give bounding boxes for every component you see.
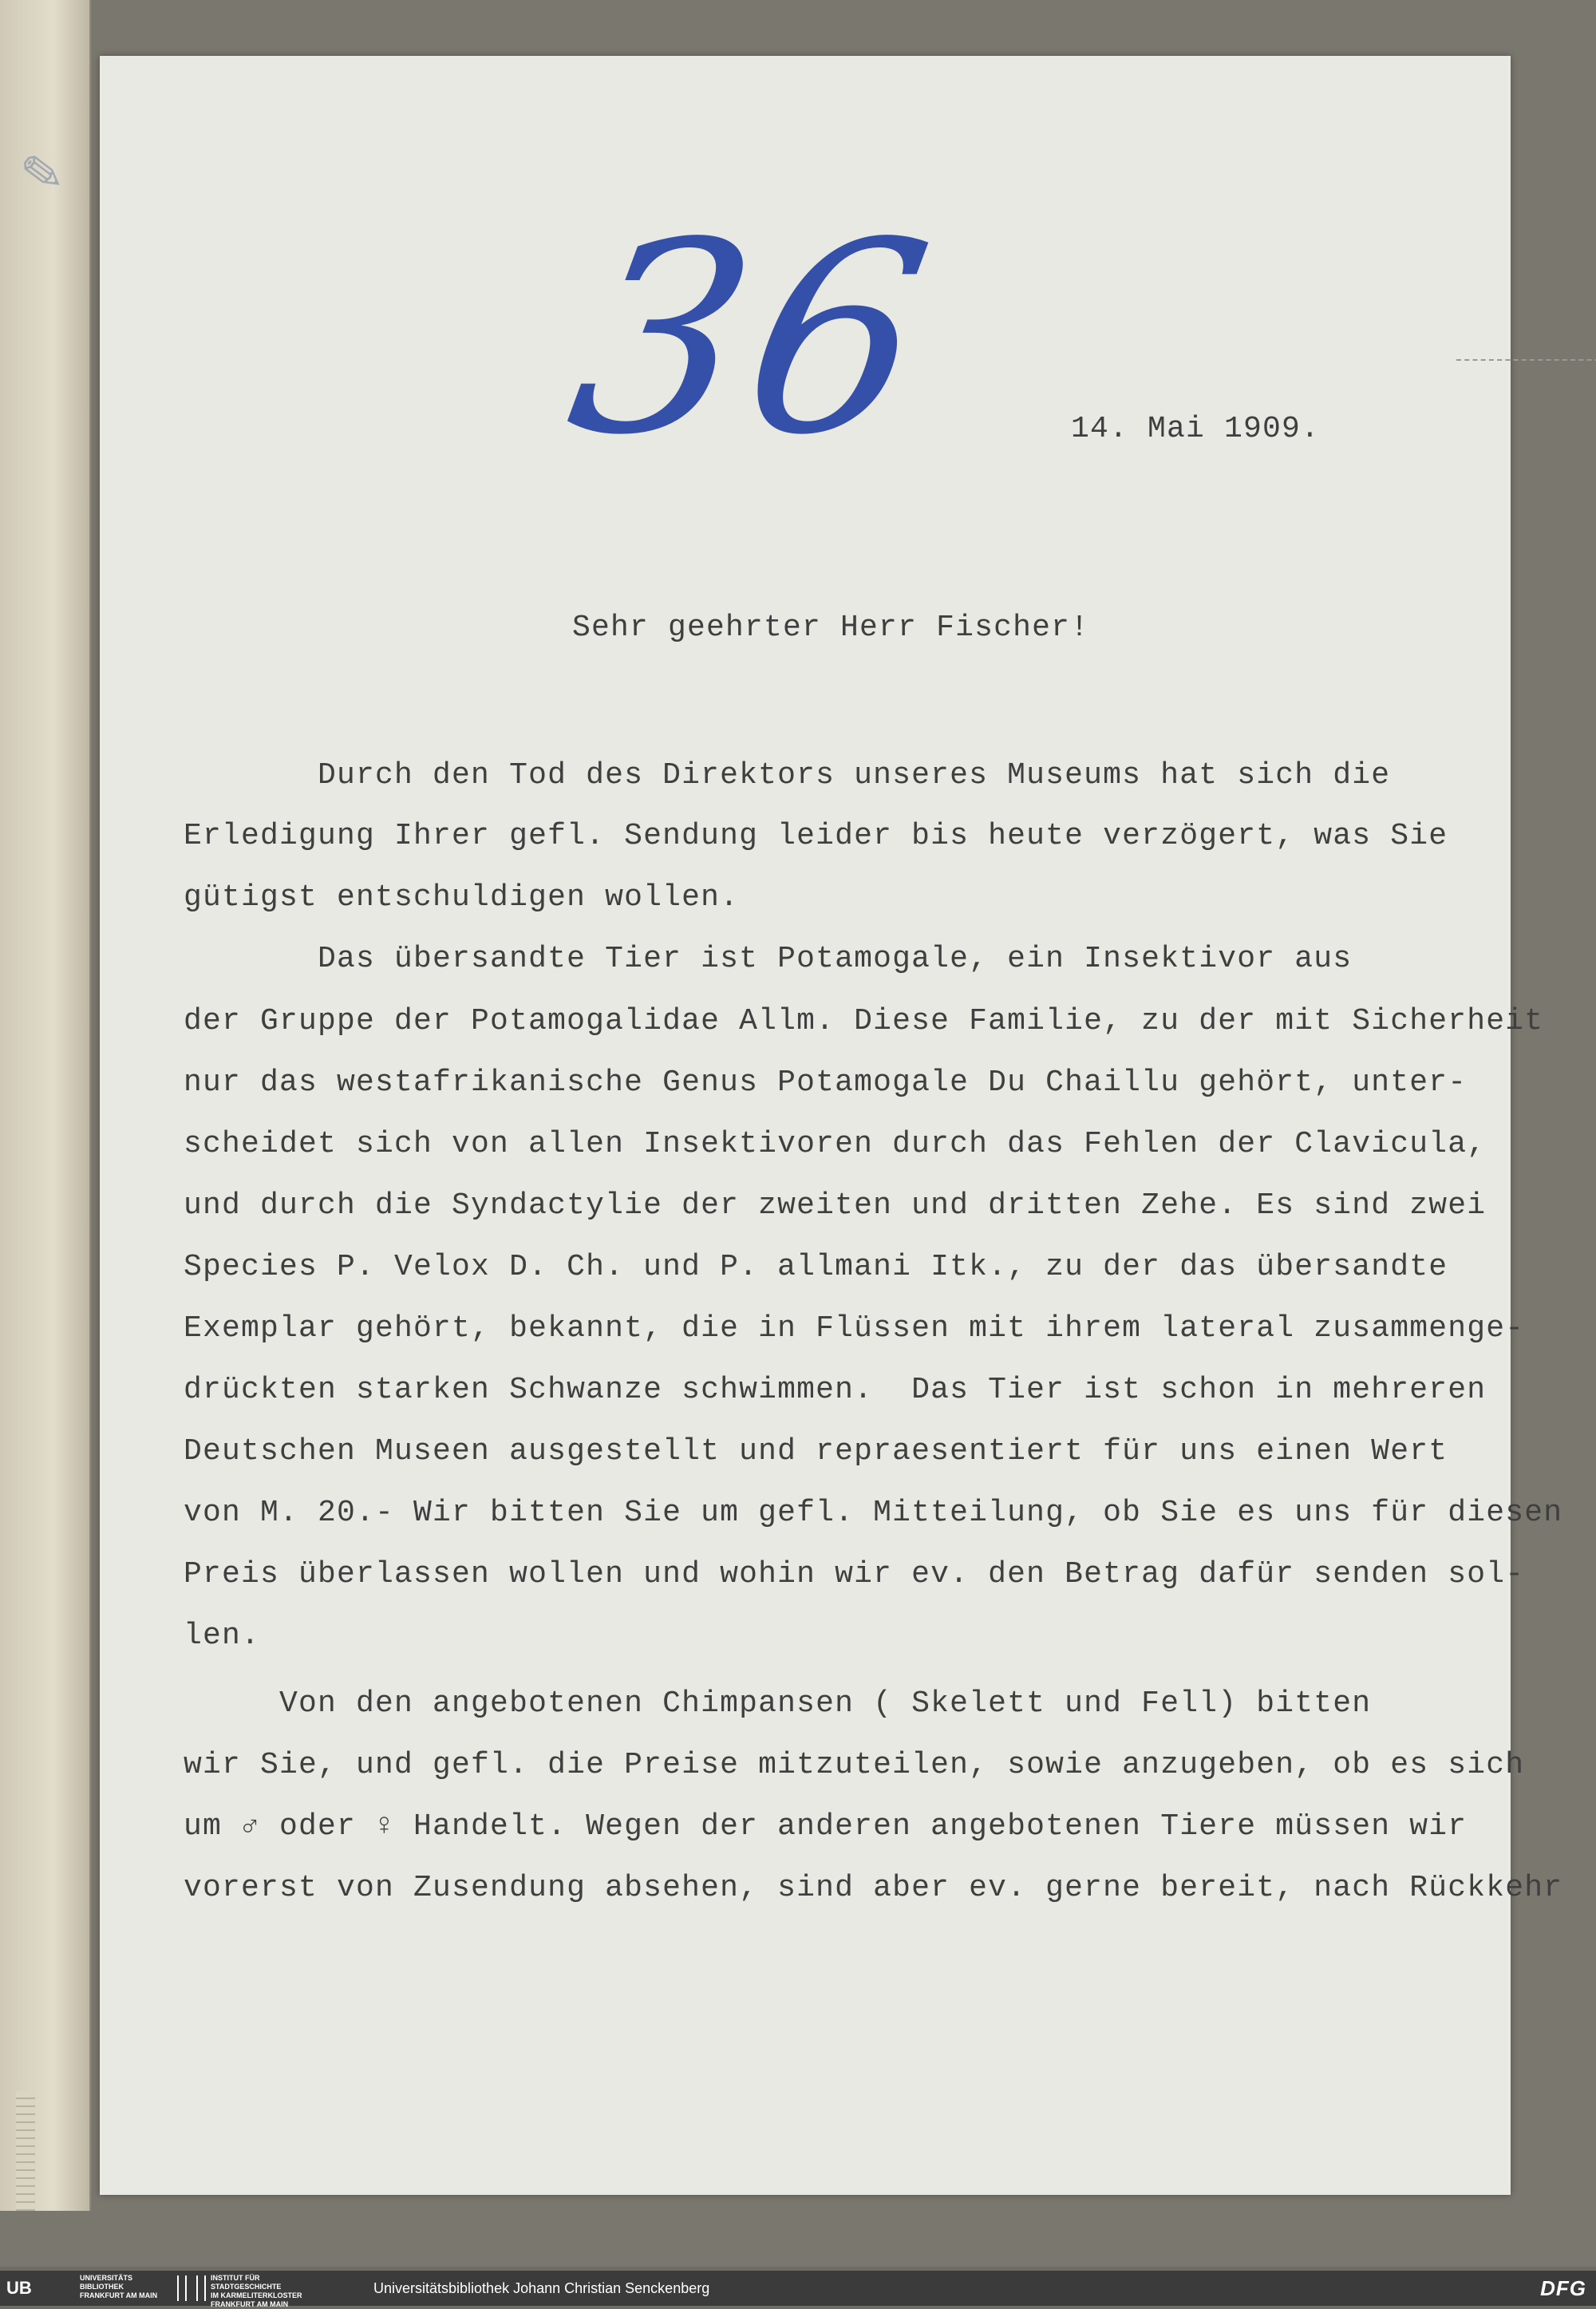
body-line: Species P. Velox D. Ch. und P. allmani Itk., zu der das übersandte (184, 1250, 1448, 1284)
viewer-footer (0, 2271, 1596, 2306)
ub-name-line: BIBLIOTHEK (80, 2283, 124, 2291)
ifs-logo-icon (177, 2275, 206, 2301)
body-line: scheidet sich von allen Insektivoren durch das Fehlen der Clavicula, (184, 1127, 1487, 1161)
ifs-name-line: FRANKFURT AM MAIN (211, 2300, 289, 2308)
letter-date: 14. Mai 1909. (1071, 412, 1321, 446)
ub-name-line: UNIVERSITÄTS (80, 2274, 133, 2282)
dfg-logo: DFG (1540, 2276, 1586, 2300)
ifs-name-line: IM KARMELITERKLOSTER (211, 2291, 302, 2299)
ifs-name-line: INSTITUT FÜR (211, 2274, 260, 2282)
body-line: len. (184, 1619, 261, 1653)
ifs-name-line: STADTGESCHICHTE (211, 2283, 282, 2291)
faint-rule (1456, 359, 1596, 361)
body-line: Erledigung Ihrer gefl. Sendung leider bis heute verzögert, was Sie (184, 819, 1448, 853)
body-line: nur das westafrikanische Genus Potamogale Du Chaillu gehört, unter- (184, 1066, 1468, 1100)
body-line: drückten starken Schwanze schwimmen. Das Tier ist schon in mehreren (184, 1373, 1487, 1407)
body-line: Das übersandte Tier ist Potamogale, ein Insektivor aus (184, 942, 1353, 976)
previous-page-pencil-mark: ✎ (17, 142, 68, 207)
body-line: Preis überlassen wollen und wohin wir ev. den Betrag dafür senden sol- (184, 1557, 1525, 1591)
body-line: Exemplar gehört, bekannt, die in Flüssen mit ihrem lateral zusammenge- (184, 1311, 1525, 1346)
body-line: wir Sie, und gefl. die Preise mitzuteilen, sowie anzugeben, ob es sich (184, 1748, 1525, 1782)
library-name: Universitätsbibliothek Johann Christian Senckenberg (373, 2280, 710, 2296)
ub-name (80, 2274, 157, 2300)
body-line: und durch die Syndactylie der zweiten und dritten Zehe. Es sind zwei (184, 1188, 1487, 1223)
body-line: gütigst entschuldigen wollen. (184, 880, 740, 915)
previous-page-binding-strip (16, 2091, 35, 2211)
letter-salutation: Sehr geehrter Herr Fischer! (572, 611, 1090, 645)
ifs-name (211, 2274, 302, 2309)
previous-page-edge (0, 0, 91, 2211)
body-line: Deutschen Museen ausgestellt und repraesentiert für uns einen Wert (184, 1434, 1448, 1469)
body-line: vorerst von Zusendung absehen, sind aber ev. gerne bereit, nach Rückkehr (184, 1871, 1563, 1905)
body-line: Durch den Tod des Direktors unseres Museums hat sich die (184, 758, 1391, 793)
body-line: der Gruppe der Potamogalidae Allm. Diese Familie, zu der mit Sicherheit (184, 1004, 1544, 1038)
body-line: von M. 20.- Wir bitten Sie um gefl. Mitteilung, ob Sie es uns für diesen (184, 1496, 1563, 1530)
handwritten-archive-number: 36 (551, 186, 954, 492)
ub-logo: UB (6, 2278, 32, 2298)
ub-name-line: FRANKFURT AM MAIN (80, 2291, 158, 2299)
body-line: Von den angebotenen Chimpansen ( Skelett und Fell) bitten (184, 1686, 1372, 1721)
body-line: um ♂ oder ♀ Handelt. Wegen der anderen angebotenen Tiere müssen wir (184, 1809, 1468, 1844)
letter-page (100, 56, 1563, 2195)
